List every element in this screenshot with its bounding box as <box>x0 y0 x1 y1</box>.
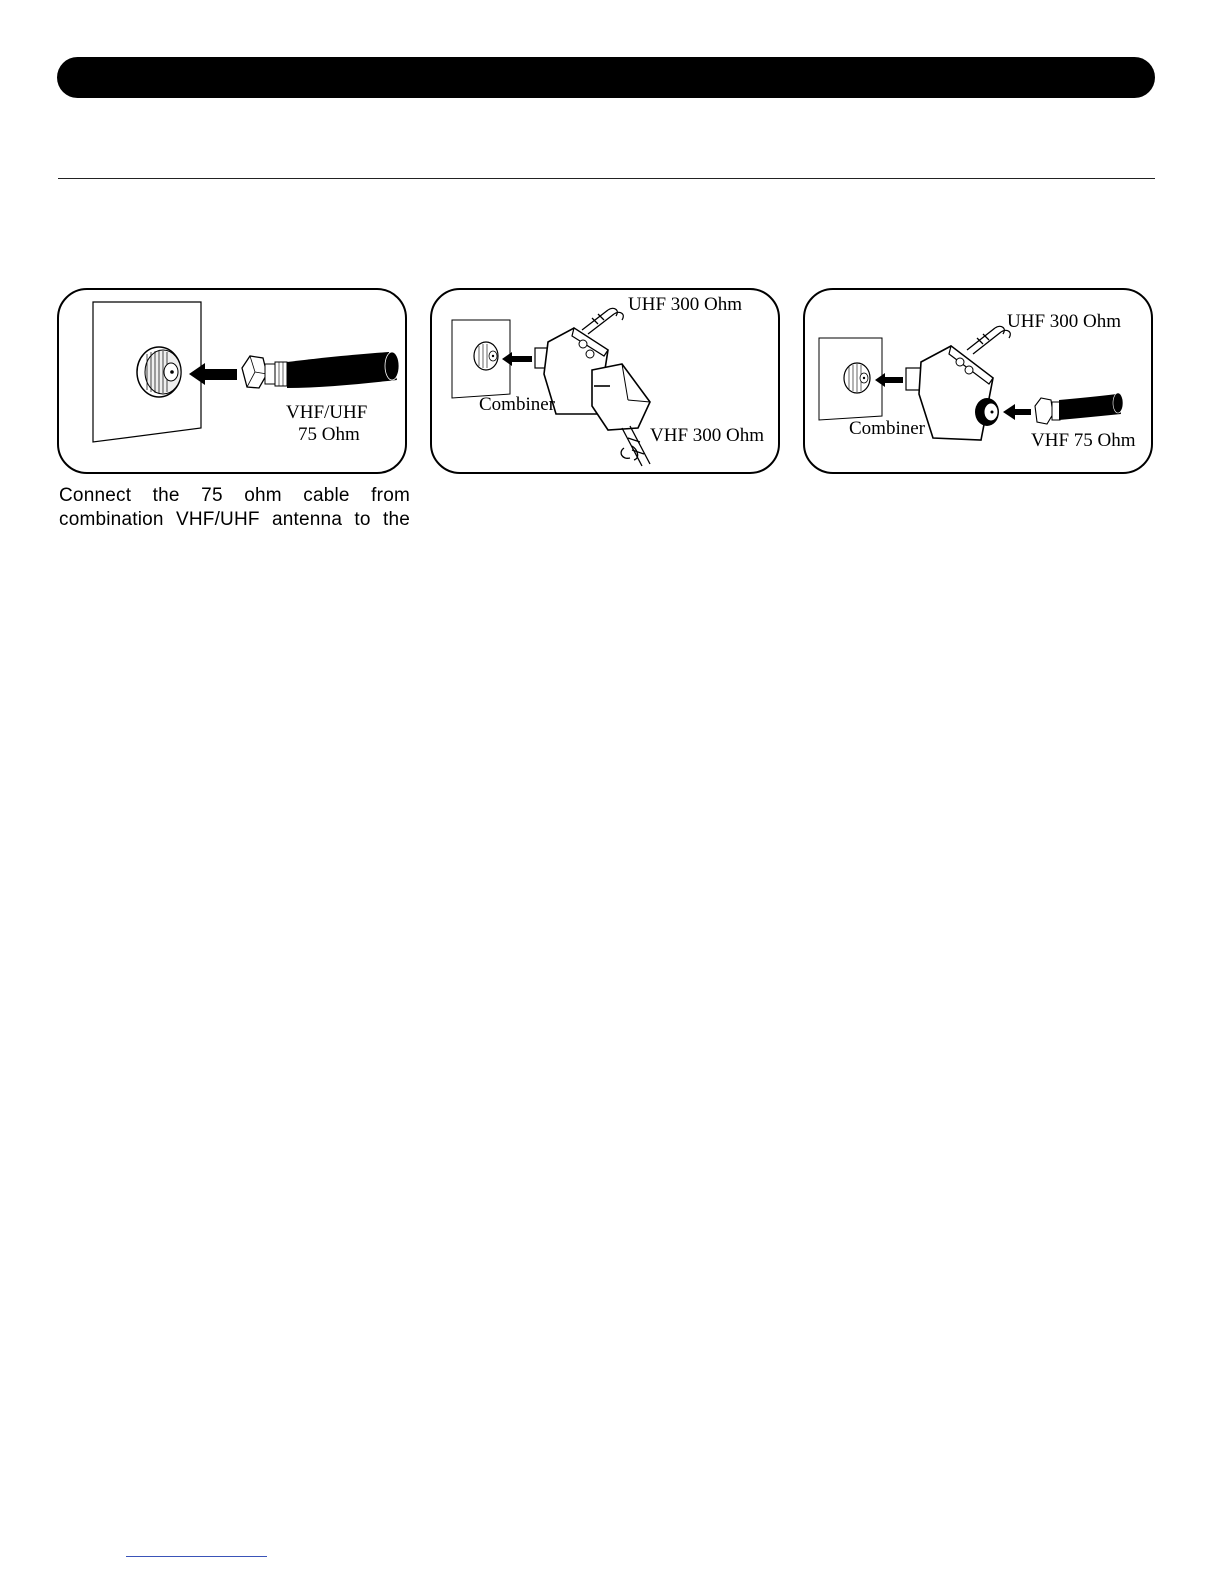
footer-link-underline[interactable] <box>126 1556 267 1557</box>
wall-jack-connector <box>137 347 181 397</box>
vhf-300-ohm-lead <box>621 426 650 466</box>
instruction-paragraph <box>59 484 410 532</box>
uhf-300-ohm-lead <box>582 308 623 334</box>
wall-jack-connector <box>474 342 498 370</box>
uhf-300-ohm-lead <box>967 326 1010 354</box>
label-combiner: Combiner <box>849 418 925 439</box>
label-vhf-300-ohm: VHF 300 Ohm <box>650 425 765 446</box>
label-uhf-300-ohm: UHF 300 Ohm <box>1007 311 1122 332</box>
f-connector-plug <box>1035 398 1060 424</box>
section-title-bar <box>57 57 1155 98</box>
label-75-ohm: 75 Ohm <box>298 424 360 445</box>
diagram-panel-combiner-75 <box>803 288 1153 474</box>
instruction-line: Connect the 75 ohm cable from <box>59 485 410 506</box>
label-uhf-300-ohm: UHF 300 Ohm <box>628 294 743 315</box>
wall-jack-cable-illustration <box>59 290 407 474</box>
wall-jack-connector <box>844 363 870 393</box>
diagram-panel-combiner-300 <box>430 288 780 474</box>
section-divider <box>58 178 1155 179</box>
diagram-panel-vhf-uhf-75 <box>57 288 407 474</box>
f-connector-plug <box>242 356 287 388</box>
combiner-300-illustration <box>432 290 780 474</box>
label-combiner: Combiner <box>479 394 555 415</box>
coax-cable <box>287 352 397 388</box>
insert-arrow-vhf <box>1003 404 1031 420</box>
coax-cable <box>1059 394 1121 420</box>
label-vhf-uhf: VHF/UHF <box>286 402 368 423</box>
label-vhf-75-ohm: VHF 75 Ohm <box>1031 430 1136 451</box>
instruction-line: combination VHF/UHF antenna to the <box>59 509 410 530</box>
